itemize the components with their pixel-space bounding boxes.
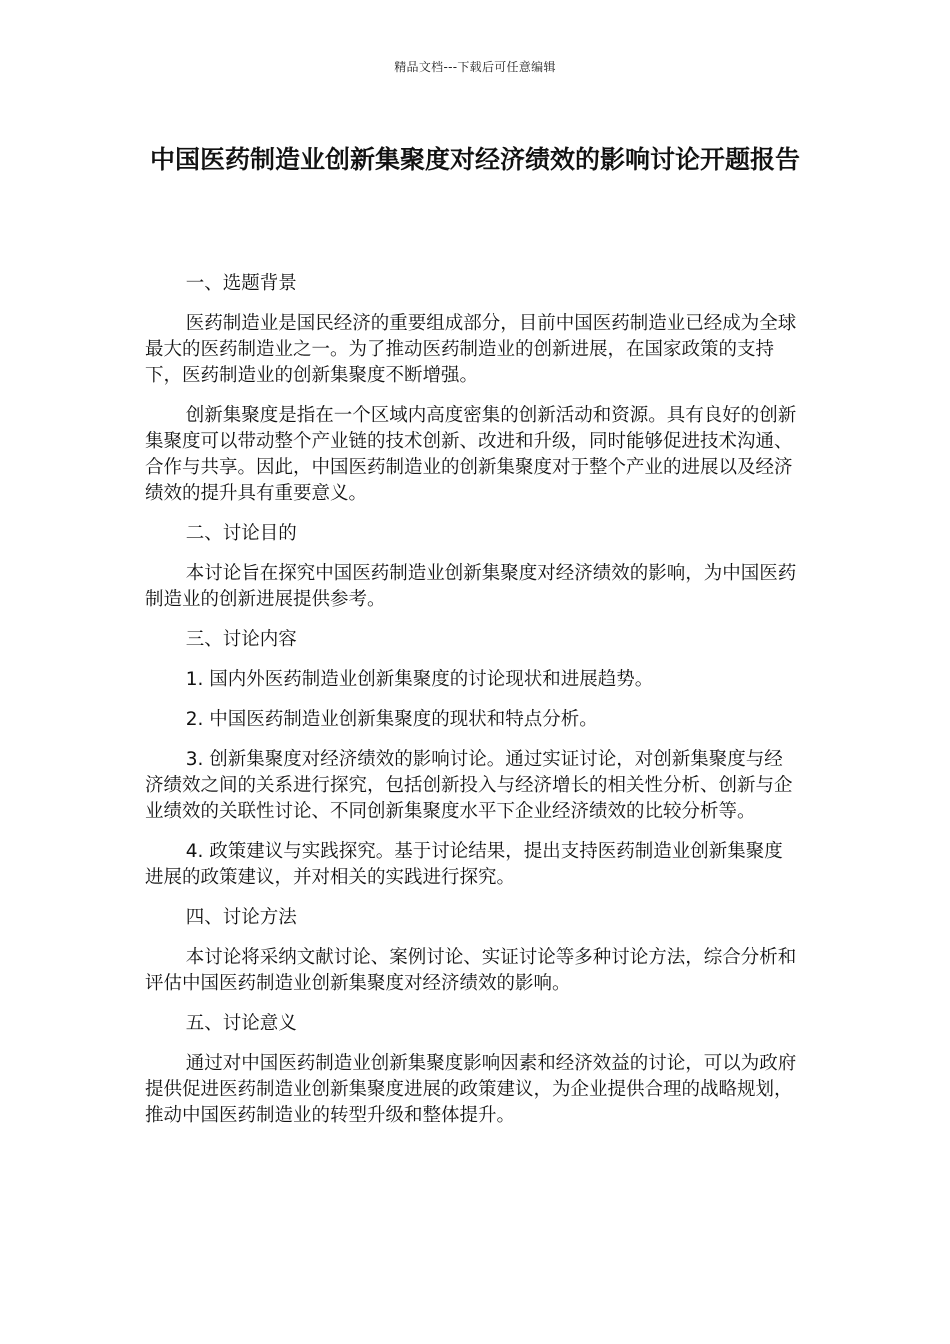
section-heading-background: 一、选题背景 bbox=[185, 273, 297, 294]
document-title: 中国医药制造业创新集聚度对经济绩效的影响讨论开题报告 bbox=[149, 145, 800, 174]
content-item-3: 3. 创新集聚度对经济绩效的影响讨论。通过实证讨论，对创新集聚度与经济绩效之间的关系进行探究，包括创新投入与经济增长的相关性分析、创新与企业绩效的关联性讨论、不同创新集聚度水平下企业经济绩效的比较分析等。 bbox=[145, 749, 793, 822]
document-body bbox=[145, 271, 797, 1143]
paragraph-background-2: 创新集聚度是指在一个区域内高度密集的创新活动和资源。具有良好的创新集聚度可以带动整个产业链的技术创新、改进和升级，同时能够促进技术沟通、合作与共享。因此，中国医药制造业的创新集聚度对于整个产业的进展以及经济绩效的提升具有重要意义。 bbox=[145, 405, 797, 504]
section-heading-purpose: 二、讨论目的 bbox=[185, 523, 297, 544]
paragraph-purpose: 本讨论旨在探究中国医药制造业创新集聚度对经济绩效的影响，为中国医药制造业的创新进展提供参考。 bbox=[145, 563, 797, 610]
content-item-1: 1. 国内外医药制造业创新集聚度的讨论现状和进展趋势。 bbox=[185, 669, 654, 690]
paragraph-background-1: 医药制造业是国民经济的重要组成部分，目前中国医药制造业已经成为全球最大的医药制造业之一。为了推动医药制造业的创新进展，在国家政策的支持下，医药制造业的创新集聚度不断增强。 bbox=[145, 313, 797, 386]
section-heading-content: 三、讨论内容 bbox=[185, 629, 297, 650]
section-heading-significance: 五、讨论意义 bbox=[185, 1013, 297, 1034]
header-note: 精品文档---下载后可任意编辑 bbox=[394, 60, 556, 74]
content-item-2: 2. 中国医药制造业创新集聚度的现状和特点分析。 bbox=[185, 709, 598, 730]
paragraph-significance: 通过对中国医药制造业创新集聚度影响因素和经济效益的讨论，可以为政府提供促进医药制造业创新集聚度进展的政策建议，为企业提供合理的战略规划，推动中国医药制造业的转型升级和整体提升。 bbox=[145, 1053, 797, 1126]
paragraph-method: 本讨论将采纳文献讨论、案例讨论、实证讨论等多种讨论方法，综合分析和评估中国医药制造业创新集聚度对经济绩效的影响。 bbox=[145, 947, 797, 994]
content-item-4: 4. 政策建议与实践探究。基于讨论结果，提出支持医药制造业创新集聚度进展的政策建议，并对相关的实践进行探究。 bbox=[145, 841, 783, 888]
section-heading-method: 四、讨论方法 bbox=[185, 907, 297, 928]
